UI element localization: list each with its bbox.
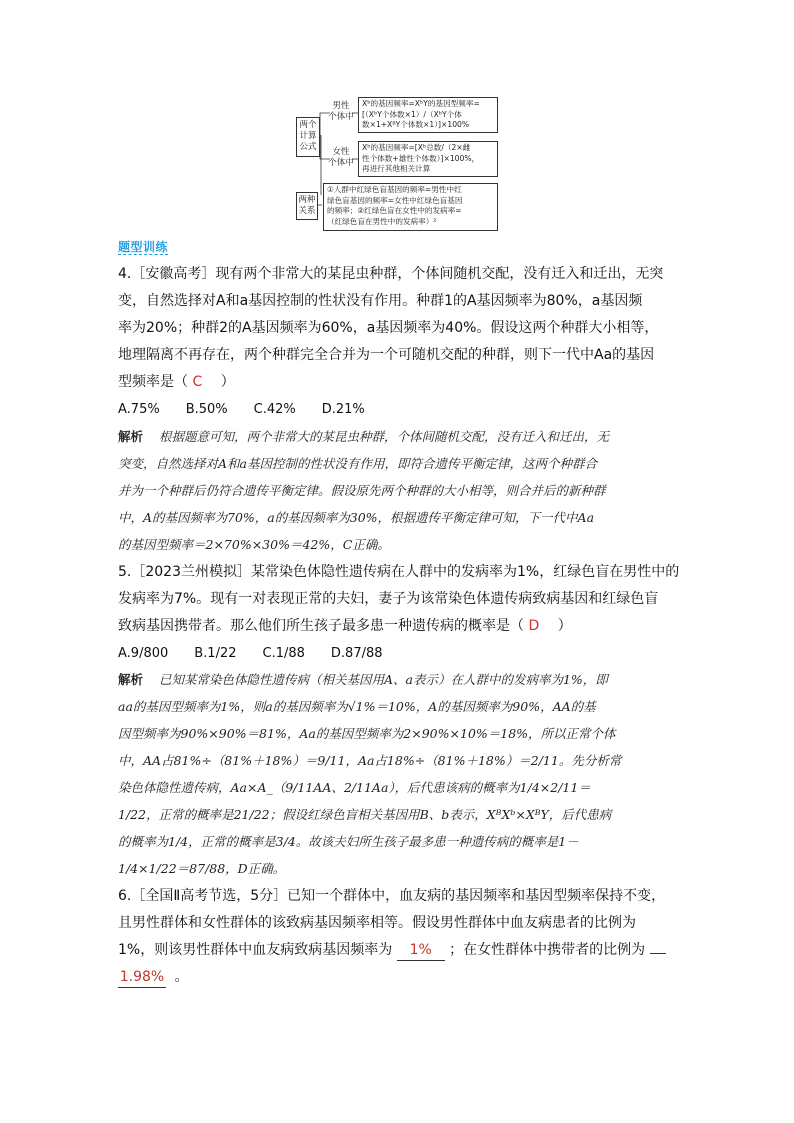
relation-text-box: ①人群中红绿色盲基因的频率=男性中红 绿色盲基因的频率=女性中红绿色盲基因 的频率；②红绿色盲在女性中的发病率= （红绿色盲在男性中的发病率）² xyxy=(323,183,498,231)
q4-explanation-4: 中，A的基因频率为70%，a的基因频率为30%，根据遗传平衡定律可知，下一代中Aa xyxy=(118,510,595,525)
q5-options: A.9/800 B.1/22 C.1/88 D.87/88 xyxy=(118,646,383,661)
q4-prefix: 型频率是（ xyxy=(118,374,188,390)
q5-explanation-1 xyxy=(118,670,608,690)
female-label: 女性 个体中 xyxy=(328,147,354,168)
section-tag: 题型训练 xyxy=(118,240,169,254)
q6-prefix: 1%，则该男性群体中血友病致病基因频率为 xyxy=(118,942,393,958)
q6-line-3 xyxy=(118,940,666,961)
q4-line-1: 4.［安徽高考］现有两个非常大的某昆虫种群，个体间随机交配，没有迁入和迁出，无突 xyxy=(118,266,664,282)
q6-suffix: 。 xyxy=(174,969,189,985)
q4-explanation-2: 突变，自然选择对A和a基因控制的性状没有作用，即符合遗传平衡定律，这两个种群合 xyxy=(118,456,597,471)
q5-exp-head: 解析 xyxy=(118,672,144,687)
q4-options: A.75% B.50% C.42% D.21% xyxy=(118,402,365,417)
q5-answer: D xyxy=(528,618,540,634)
q5-line-2: 发病率为7%。现有一对表现正常的夫妇，妻子为该常染色体遗传病致病基因和红绿色盲 xyxy=(118,591,659,607)
relation-box: 两种 关系 xyxy=(296,192,318,220)
q5-explanation-7: 的概率为1/4，正常的概率是3/4。故该夫妇所生孩子最多患一种遗传病的概率是1－ xyxy=(118,834,579,849)
root-box: 两个 计算 公式 xyxy=(296,117,320,157)
q5-suffix: ） xyxy=(557,618,572,634)
q6-line-4 xyxy=(118,967,188,988)
male-label: 男性 个体中 xyxy=(328,101,354,122)
q4-suffix: ） xyxy=(220,374,235,390)
q4-explanation-3: 并为一个种群后仍符合遗传平衡定律。假设原先两个种群的大小相等，则合并后的新种群 xyxy=(118,483,606,498)
q5-exp-text-1: 已知某常染色体隐性遗传病（相关基因用A、a表示）在人群中的发病率为1%，即 xyxy=(159,672,608,687)
q5-explanation-3: 因型频率为90%×90%＝81%，Aa的基因型频率为2×90%×10%＝18%，所以正常个体 xyxy=(118,726,616,741)
q5-explanation-2: aa的基因型频率为1%，则a的基因频率为√1%＝10%，A的基因频率为90%，AA的基 xyxy=(118,699,596,714)
q4-line-2: 变，自然选择对A和a基因控制的性状没有作用。种群1的A基因频率为80%，a基因频 xyxy=(118,293,643,309)
q6-middle: ；在女性群体中携带者的比例为 xyxy=(449,942,646,958)
formula-diagram xyxy=(290,95,515,235)
q4-explanation-1 xyxy=(118,427,609,447)
q5-explanation-6: 1/22，正常的概率是21/22；假设红绿色盲相关基因用B、b表示，XᴮXᵇ×XᴮY，后代患病 xyxy=(118,807,612,822)
q4-line-3: 率为20%；种群2的A基因频率为60%，a基因频率为40%。假设这两个种群大小相等， xyxy=(118,320,659,336)
male-formula-box: Xᵇ的基因频率=XᵇY的基因型频率= [（XᵇY个体数×1）/（XᵇY个体 数×1+XᴮY个体数×1）]×100% xyxy=(358,97,498,133)
q5-prefix: 致病基因携带者。那么他们所生孩子最多患一种遗传病的概率是（ xyxy=(118,618,524,634)
q4-line-5 xyxy=(118,372,235,392)
q4-exp-head: 解析 xyxy=(118,429,144,444)
q6-line-2: 且男性群体和女性群体的该致病基因频率相等。假设男性群体中血友病患者的比例为 xyxy=(118,915,636,931)
q6-line-1: 6.［全国Ⅱ高考节选，5分］已知一个群体中，血友病的基因频率和基因型频率保持不变， xyxy=(118,888,666,904)
q6-blank-2: 1.98% xyxy=(118,967,166,988)
q5-explanation-8: 1/4×1/22＝87/88，D正确。 xyxy=(118,861,286,876)
q6-blank-2-start xyxy=(650,953,666,954)
female-formula-box: Xᵇ的基因频率=[Xᵇ总数/（2×雌 性个体数+雄性个体数）]×100%， 再进行其他相关计算 xyxy=(358,141,498,177)
q4-exp-text-1: 根据题意可知，两个非常大的某昆虫种群，个体间随机交配，没有迁入和迁出，无 xyxy=(159,429,610,444)
q5-line-3 xyxy=(118,616,572,636)
q5-line-1: 5.［2023兰州模拟］某常染色体隐性遗传病在人群中的发病率为1%，红绿色盲在男性中的 xyxy=(118,564,680,580)
q5-explanation-4: 中，AA占81%÷（81%＋18%）＝9/11，Aa占18%÷（81%＋18%）＝2/11。先分析常 xyxy=(118,753,622,768)
q5-explanation-5: 染色体隐性遗传病，Aa×A_（9/11AA、2/11Aa），后代患该病的概率为1/4×2/11＝ xyxy=(118,780,591,795)
q4-explanation-5: 的基因型频率＝2×70%×30%＝42%，C正确。 xyxy=(118,537,390,552)
q4-answer: C xyxy=(192,374,203,390)
q6-blank-1: 1% xyxy=(397,940,445,961)
q4-line-4: 地理隔离不再存在，两个种群完全合并为一个可随机交配的种群，则下一代中Aa的基因 xyxy=(118,347,655,363)
